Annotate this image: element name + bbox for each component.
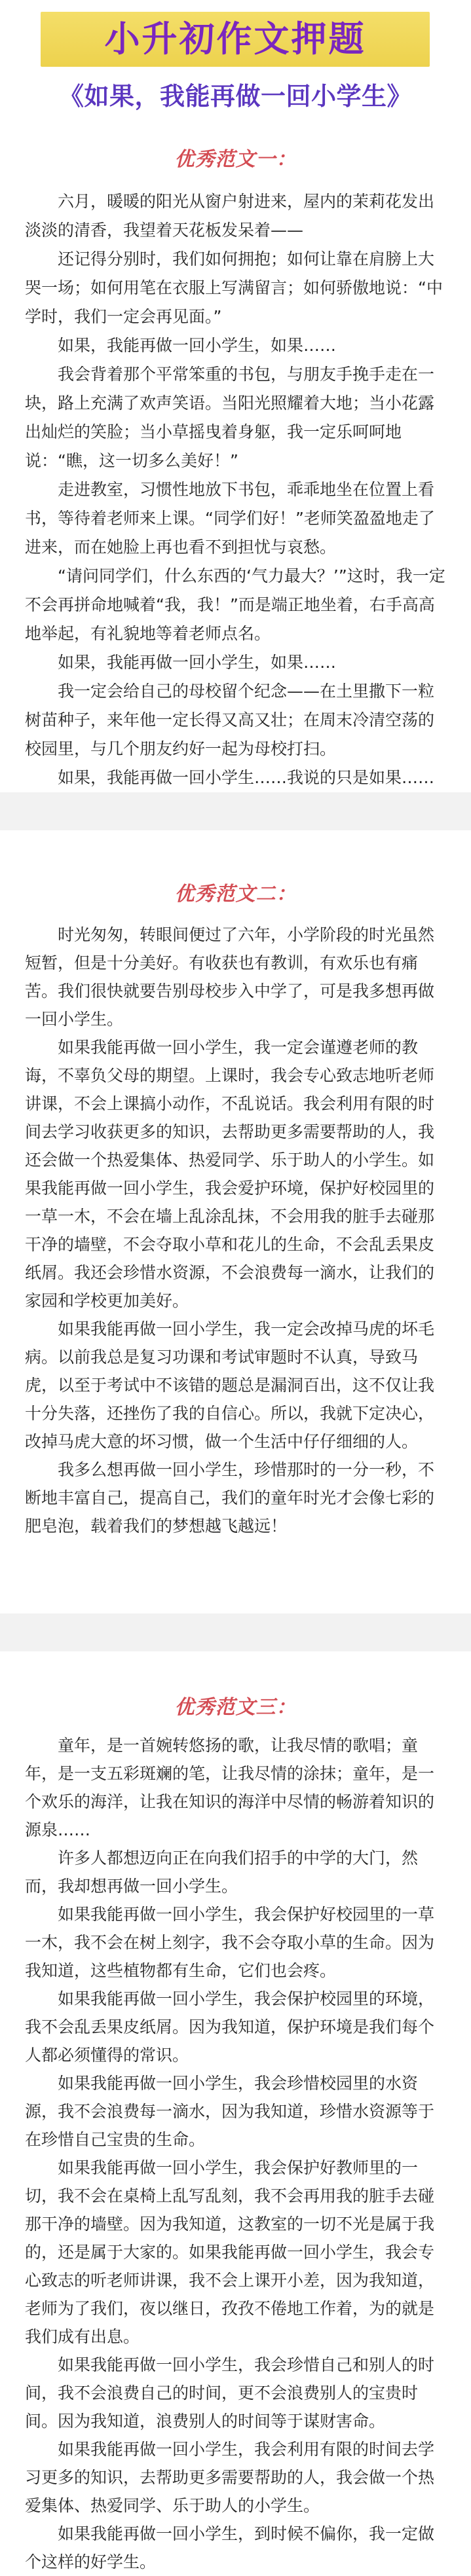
section-three-body <box>25 1731 445 2576</box>
section-one-paragraph: 走进教室，习惯性地放下书包，乖乖地坐在位置上看书，等待着老师来上课。“同学们好！”老师笑盈盈地走了进来，而在她脸上再也看不到担忧与哀愁。 <box>25 480 435 557</box>
hero-header <box>0 0 471 124</box>
section-one-paragraph: 如果，我能再做一回小学生……我说的只是如果…… <box>58 768 435 787</box>
section-one-paragraph: 我会背着那个平常笨重的书包，与朋友手挽手走在一块，路上充满了欢声笑语。当阳光照耀着大地；当小花露出灿烂的笑脸；当小草摇曳着身躯，我一定乐呵呵地说：“瞧，这一切多么美好！” <box>25 365 435 470</box>
section-three-paragraph: 如果我能再做一回小学生，我会利用有限的时间去学习更多的知识，去帮助更多需要帮助的人，我会做一个热爱集体、热爱同学、乐于助人的小学生。 <box>25 2440 435 2515</box>
section-three-paragraph: 如果我能再做一回小学生，我会保护校园里的环境，我不会乱丢果皮纸屑。因为我知道，保护环境是我们每个人都必须懂得的常识。 <box>25 1989 435 2065</box>
section-three-paragraph: 如果我能再做一回小学生，我会保护好校园里的一草一木，我不会在树上刻字，我不会夺取小草的生命。因为我知道，这些植物都有生命，它们也会疼。 <box>25 1905 435 1980</box>
section-one-title: 优秀范文一： <box>174 148 297 171</box>
section-divider <box>0 792 471 830</box>
section-two-paragraph: 我多么想再做一回小学生，珍惜那时的一分一秒，不断地丰富自己，提高自己，我们的童年时光才会像七彩的肥皂泡，载着我们的梦想越飞越远！ <box>25 1460 435 1536</box>
section-two-paragraph: 如果我能再做一回小学生，我一定会谨遵老师的教诲，不辜负父母的期望。上课时，我会专心致志地听老师讲课，不会上课搞小动作，不乱说话。我会利用有限的时间去学习收获更多的知识，去帮助更多需要帮助的人，我还会做一个热爱集体、热爱同学、乐于助人的小学生。如果我能再做一回小学生，我会爱护环境，保护好校园里的一草一木，不会在墙上乱涂乱抹，不会用我的脏手去碰那干净的墙壁，不会夺取小草和花儿的生命，不会乱丢果皮纸屑。我还会珍惜水资源，不会浪费每一滴水，让我们的家园和学校更加美好。 <box>25 1038 435 1310</box>
section-three-paragraph: 许多人都想迈向正在向我们招手的中学的大门，然而，我却想再做一回小学生。 <box>25 1849 419 1896</box>
section-divider <box>0 1613 471 1651</box>
section-one-paragraph: “请问同学们，什么东西的‘气力最大？’”这时，我一定不会再拼命地喊着“我，我！”而是端正地坐着，右手高高地举起，有礼貌地等着老师点名。 <box>25 566 445 643</box>
section-three-paragraph: 如果我能再做一回小学生，我会珍惜自己和别人的时间，我不会浪费自己的时间，更不会浪费别人的宝贵时间。因为我知道，浪费别人的时间等于谋财害命。 <box>25 2355 435 2431</box>
section-three-paragraph: 如果我能再做一回小学生，我会保护好教师里的一切，我不会在桌椅上乱写乱刻，我不会再用我的脏手去碰那干净的墙壁。因为我知道，这教室的一切不光是属于我的，还是属于大家的。如果我能再做一回小学生，我会专心致志的听老师讲课，我不会上课开小差，因为我知道，老师为了我们，夜以继日，孜孜不倦地工作着，为的就是我们成有出息。 <box>25 2158 435 2346</box>
section-one-paragraph: 还记得分别时，我们如何拥抱；如何让靠在肩膀上大哭一场；如何用笔在衣服上写满留言；如何骄傲地说：“中学时，我们一定会再见面。” <box>25 249 443 326</box>
section-three-paragraph: 如果我能再做一回小学生，我会珍惜校园里的水资源，我不会浪费每一滴水，因为我知道，珍惜水资源等于在珍惜自己宝贵的生命。 <box>25 2074 435 2149</box>
section-one-paragraph: 我一定会给自己的母校留个纪念——在土里撒下一粒树苗种子，来年他一定长得又高又壮；在周末冷清空荡的校园里，与几个朋友约好一起为母校打扫。 <box>25 682 435 758</box>
section-one-head <box>0 139 471 175</box>
section-three-head <box>0 1687 471 1723</box>
section-three-title: 优秀范文三： <box>174 1696 297 1719</box>
section-one-body <box>25 187 445 792</box>
section-three-paragraph: 童年，是一首婉转悠扬的歌，让我尽情的歌唱；童年，是一支五彩斑斓的笔，让我尽情的涂抹；童年，是一个欢乐的海洋，让我在知识的海洋中尽情的畅游着知识的源泉…… <box>25 1736 435 1839</box>
section-two-paragraph: 时光匆匆，转眼间便过了六年，小学阶段的时光虽然短暂，但是十分美好。有收获也有教训，有欢乐也有痛苦。我们很快就要告别母校步入中学了，可是我多想再做一回小学生。 <box>25 925 435 1029</box>
section-one-paragraph: 如果，我能再做一回小学生，如果…… <box>58 653 337 672</box>
section-two-head <box>0 874 471 910</box>
section-one-paragraph: 六月，暖暖的阳光从窗户射进来，屋内的茉莉花发出淡淡的清香，我望着天花板发呆着—— <box>25 192 435 240</box>
essay-subtitle: 《如果，我能再做一回小学生》 <box>58 82 412 111</box>
section-one-paragraph: 如果，我能再做一回小学生，如果…… <box>58 336 337 355</box>
section-two-body <box>25 921 445 1540</box>
page-title: 小升初作文押题 <box>104 18 366 60</box>
section-three-paragraph: 如果我能再做一回小学生，到时候不偏你，我一定做个这样的好学生。 <box>25 2524 435 2571</box>
title-band <box>41 12 430 67</box>
section-two-title: 优秀范文二： <box>174 883 297 906</box>
section-two-paragraph: 如果我能再做一回小学生，我一定会改掉马虎的坏毛病。以前我总是复习功课和考试审题时不认真，导致马虎，以至于考试中不该错的题总是漏洞百出，这不仅让我十分失落，还挫伤了我的自信心。所以，我就下定决心，改掉马虎大意的坏习惯，做一个生活中仔仔细细的人。 <box>25 1319 435 1451</box>
